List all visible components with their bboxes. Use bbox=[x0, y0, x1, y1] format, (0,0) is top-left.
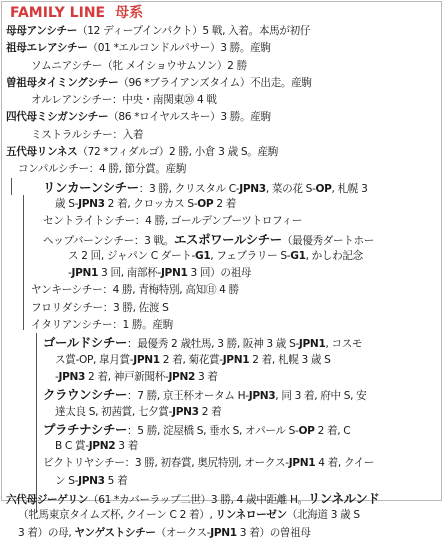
line-text: - bbox=[55, 370, 59, 383]
highlighted-horse-name: エスポワールシチー bbox=[174, 231, 282, 247]
line-text: 2 着 bbox=[198, 405, 222, 418]
line-text: （72 *フィダルゴ）2 勝, 小倉 3 歳 S。産駒 bbox=[77, 146, 278, 159]
bold-text: 五代母リンネス bbox=[6, 146, 78, 159]
line-text: （オークス- bbox=[155, 526, 211, 539]
bold-text: G1 bbox=[290, 249, 306, 262]
line-text: , 菜の花 S- bbox=[265, 182, 316, 195]
line-text: ス賞-OP, 皐月賞- bbox=[55, 353, 134, 366]
bold-text: JPN2 bbox=[168, 370, 195, 383]
bold-text: JPN3 bbox=[172, 405, 199, 418]
highlighted-horse-name: ゴールドシチー bbox=[43, 335, 128, 351]
pedigree-line bbox=[6, 23, 438, 40]
pedigree-line bbox=[55, 404, 438, 421]
line-text: ビクトリヤシチー：3 勝, 初春賞, 奥尻特別, オークス- bbox=[43, 457, 289, 470]
pedigree-line bbox=[18, 507, 438, 524]
line-text: （01 *エルコンドルパサー）3 勝。産駒 bbox=[87, 42, 271, 55]
line-text: 2 着 bbox=[213, 197, 236, 210]
line-text: 3 回, 南部杯- bbox=[98, 267, 161, 280]
line-text: （最優秀ダートホー bbox=[281, 234, 375, 247]
bold-text: JPN3 bbox=[239, 182, 266, 195]
bold-text: 六代母ジーゲリン bbox=[6, 494, 88, 507]
bold-text: JPN1 bbox=[71, 267, 99, 280]
line-text: オルレアンシチー：中央・南関東⑳ 4 戦 bbox=[31, 94, 217, 107]
line-text: コンパルシチー：4 勝, 節分賞。産駒 bbox=[18, 163, 187, 176]
line-text: 2 着, 札幌 3 歳 S bbox=[249, 353, 331, 366]
bold-text: OP bbox=[298, 424, 315, 437]
pedigree-line bbox=[55, 196, 438, 213]
bold-text: リンネローゼン bbox=[215, 509, 287, 522]
pedigree-line bbox=[43, 231, 438, 248]
line-text: , 札幌 3 bbox=[331, 182, 368, 195]
line-text: 2 着, クロッカス S- bbox=[104, 197, 198, 210]
bold-text: 母母アンシチー bbox=[6, 25, 78, 37]
pedigree-line bbox=[6, 490, 438, 507]
line-text: セントライトシチー：4 勝, ゴールデンブーツトロフィー bbox=[43, 215, 302, 228]
line-text: 4 着, クイー bbox=[315, 457, 375, 470]
title-english: FAMILY LINE bbox=[10, 5, 106, 21]
pedigree-line bbox=[6, 40, 438, 57]
pedigree-line bbox=[68, 265, 438, 282]
title-japanese: 母系 bbox=[115, 5, 144, 21]
pedigree-line bbox=[31, 300, 438, 317]
line-text: 2 着, C bbox=[314, 424, 351, 437]
pedigree-line bbox=[6, 109, 438, 126]
highlighted-horse-name: リンネルンド bbox=[307, 491, 380, 507]
line-text: ス 2 回, ジャパン C ダート- bbox=[68, 249, 195, 262]
bold-text: JPN1 bbox=[133, 353, 160, 366]
section-title bbox=[10, 4, 143, 22]
line-text: （北海道 3 歳 S bbox=[286, 509, 360, 522]
bold-text: JPN1 bbox=[298, 338, 326, 351]
pedigree-line bbox=[43, 179, 438, 196]
pedigree-line bbox=[6, 144, 438, 161]
pedigree-line bbox=[31, 317, 438, 334]
bold-text: JPN3 bbox=[78, 474, 105, 487]
line-text: （61 *カバーラップ二世）3 勝, 4 歳中距離 H。 bbox=[87, 494, 308, 507]
line-text: ：3 勝, クリスタル C- bbox=[138, 182, 240, 195]
line-text: 2 着, 神戸新聞杯- bbox=[85, 370, 169, 383]
line-text: ：最優秀 2 歳牡馬, 3 勝, 阪神 3 歳 S- bbox=[127, 338, 299, 351]
bold-text: JPN3 bbox=[78, 197, 105, 210]
line-text: 3 着）の曽祖母 bbox=[236, 526, 311, 539]
pedigree-line bbox=[31, 58, 438, 75]
pedigree-line bbox=[31, 92, 438, 109]
line-text: 2 着, 菊花賞- bbox=[159, 353, 223, 366]
pedigree-line bbox=[43, 213, 438, 230]
line-text: , かしわ記念 bbox=[305, 249, 363, 262]
bold-text: JPN1 bbox=[222, 353, 250, 366]
tree-connector bbox=[11, 178, 12, 195]
bold-text: JPN3 bbox=[248, 390, 276, 403]
tree-connector bbox=[23, 195, 24, 330]
pedigree-line bbox=[68, 248, 438, 265]
line-text: B C 賞- bbox=[55, 440, 89, 453]
bold-text: G1 bbox=[195, 249, 211, 262]
line-text: フロリダシチー：3 勝, 佐渡 S bbox=[31, 301, 169, 314]
line-text: 歳 S- bbox=[55, 197, 79, 210]
pedigree-line bbox=[43, 386, 438, 403]
pedigree-line bbox=[55, 438, 438, 455]
line-text: - bbox=[68, 267, 72, 280]
pedigree-line bbox=[55, 473, 438, 490]
line-text: （86 *ロイヤルスキー）3 勝。産駒 bbox=[108, 111, 271, 124]
family-line-panel bbox=[1, 1, 442, 539]
line-text: ：7 勝, 京王杯オータム H- bbox=[126, 390, 249, 403]
line-text: , 同 3 着, 府中 S, 安 bbox=[275, 390, 367, 403]
line-text: , フェブラリー S- bbox=[210, 249, 291, 262]
line-text: 達太良 S, 初茜賞, 七夕賞- bbox=[55, 405, 173, 418]
pedigree-line bbox=[31, 282, 438, 299]
line-text: ヤンキーシチー：4 勝, 青梅特別, 高知㊐ 4 勝 bbox=[31, 284, 239, 297]
line-text: 3 着）の母, bbox=[18, 526, 75, 539]
bold-text: JPN2 bbox=[88, 440, 116, 453]
line-text: ン S- bbox=[55, 474, 79, 487]
pedigree-line bbox=[43, 334, 438, 351]
line-text: ヘップバーンシチー：3 戦。 bbox=[43, 234, 175, 247]
line-text: ソムニアシチー（牝 メイショウサムソン）2 勝 bbox=[31, 59, 247, 72]
highlighted-horse-name: プラチナシチー bbox=[43, 421, 128, 437]
bold-text: 四代母ミシガンシチー bbox=[6, 111, 109, 124]
bold-text: 曽祖母タイミングシチー bbox=[6, 76, 119, 89]
pedigree-text bbox=[6, 23, 438, 542]
pedigree-line bbox=[6, 75, 438, 92]
bold-text: ヤンゲストシチー bbox=[74, 526, 156, 539]
line-text: イタリアンシチー：1 勝。産駒 bbox=[31, 319, 173, 332]
pedigree-line bbox=[43, 421, 438, 438]
line-text: 3 着 bbox=[194, 370, 218, 383]
line-text: ：5 勝, 淀屋橋 S, 垂水 S, オパール S- bbox=[127, 424, 299, 437]
line-text: 3 回）の祖母 bbox=[187, 267, 252, 280]
pedigree-line bbox=[31, 127, 438, 144]
bold-text: OP bbox=[197, 197, 214, 210]
pedigree-line bbox=[55, 369, 438, 386]
line-text: , コスモ bbox=[325, 338, 363, 351]
line-text: ミストラルシチー：入着 bbox=[31, 128, 144, 141]
bold-text: 祖母エレアシチー bbox=[6, 42, 88, 55]
bold-text: JPN1 bbox=[288, 457, 316, 470]
tree-connector bbox=[36, 333, 37, 513]
line-text: （12 ディープインパクト）5 戦, 入着。本馬が初仔 bbox=[77, 25, 311, 37]
line-text: （牝馬東京タイムズ杯, クイーン C 2 着）, bbox=[18, 509, 216, 522]
pedigree-line bbox=[55, 352, 438, 369]
highlighted-horse-name: クラウンシチー bbox=[43, 387, 127, 403]
bold-text: JPN1 bbox=[160, 267, 188, 280]
line-text: 5 着 bbox=[104, 474, 128, 487]
line-text: （96 *ブライアンズタイム）不出走。産駒 bbox=[118, 76, 312, 89]
pedigree-line bbox=[18, 525, 438, 542]
highlighted-horse-name: リンカーンシチー bbox=[43, 179, 139, 195]
bold-text: JPN1 bbox=[210, 526, 237, 539]
bold-text: OP bbox=[315, 182, 332, 195]
pedigree-line bbox=[43, 455, 438, 472]
pedigree-line bbox=[18, 161, 438, 178]
bold-text: JPN3 bbox=[58, 370, 86, 383]
line-text: 3 着 bbox=[115, 440, 138, 453]
